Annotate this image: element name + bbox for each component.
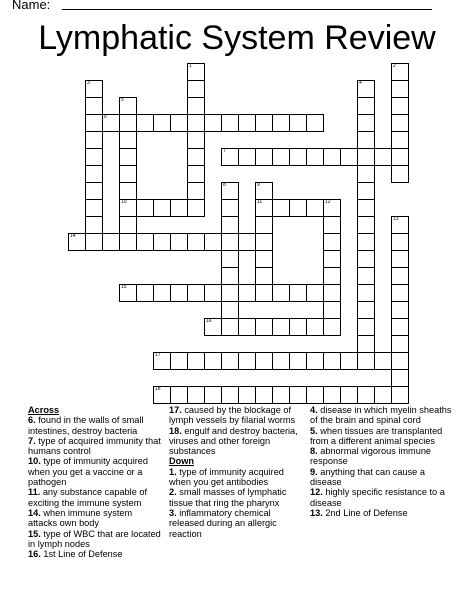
grid-cell[interactable] [119, 216, 137, 234]
grid-cell[interactable] [289, 148, 307, 166]
grid-cell[interactable] [391, 233, 409, 251]
down-heading: Down [169, 456, 195, 467]
grid-cell[interactable] [391, 352, 409, 370]
grid-cell[interactable] [255, 284, 273, 302]
clue-number: 2. [169, 487, 177, 498]
grid-cell[interactable] [170, 386, 188, 404]
clue-number: 12. [310, 487, 323, 498]
down-clue [310, 487, 455, 508]
grid-cell[interactable] [391, 148, 409, 166]
grid-cell[interactable] [238, 352, 256, 370]
grid-cell[interactable] [323, 199, 341, 217]
grid-cell[interactable] [255, 182, 273, 200]
grid-cell[interactable] [221, 267, 239, 285]
grid-cell[interactable] [272, 352, 290, 370]
grid-cell[interactable] [357, 386, 375, 404]
grid-cell[interactable] [153, 114, 171, 132]
clue-text: caused by the blockage of lymph vessels by filarial worms [169, 405, 296, 426]
grid-cell[interactable] [119, 199, 137, 217]
grid-cell[interactable] [187, 386, 205, 404]
clue-number: 8. [310, 446, 318, 457]
clue-number: 16. [28, 549, 41, 560]
down-clue [169, 467, 306, 488]
grid-cell[interactable] [119, 182, 137, 200]
clue-text: anything that can cause a disease [310, 466, 425, 488]
grid-cell[interactable] [187, 352, 205, 370]
grid-cell[interactable] [221, 114, 239, 132]
down-clue [169, 508, 306, 539]
grid-cell[interactable] [255, 199, 273, 217]
grid-cell[interactable] [357, 267, 375, 285]
grid-cell[interactable] [119, 165, 137, 183]
grid-cell[interactable] [221, 199, 239, 217]
grid-cell[interactable] [391, 386, 409, 404]
grid-cell[interactable] [289, 318, 307, 336]
grid-cell[interactable] [238, 284, 256, 302]
page-title: Lymphatic System Review [38, 19, 436, 57]
grid-cell[interactable] [357, 318, 375, 336]
across-clue [169, 426, 306, 457]
grid-cell[interactable] [306, 148, 324, 166]
grid-cell[interactable] [187, 97, 205, 115]
grid-cell[interactable] [238, 386, 256, 404]
grid-cell[interactable] [204, 386, 222, 404]
grid-cell[interactable] [221, 182, 239, 200]
grid-cell[interactable] [357, 131, 375, 149]
clue-number: 3. [169, 507, 177, 518]
grid-cell[interactable] [306, 199, 324, 217]
grid-cell[interactable] [221, 148, 239, 166]
grid-cell[interactable] [153, 386, 171, 404]
grid-cell[interactable] [170, 114, 188, 132]
grid-cell[interactable] [272, 386, 290, 404]
cell-number: 17 [155, 352, 161, 358]
grid-cell[interactable] [204, 233, 222, 251]
clue-text: abnormal vigorous immune response [310, 446, 432, 467]
across-clue [28, 529, 163, 550]
grid-cell[interactable] [357, 335, 375, 353]
grid-cell[interactable] [255, 318, 273, 336]
grid-cell[interactable] [221, 301, 239, 319]
clue-text: type of immunity acquired when you get a vaccine or a pathogen [28, 456, 149, 488]
grid-cell[interactable] [289, 199, 307, 217]
grid-cell[interactable] [357, 233, 375, 251]
grid-cell[interactable] [289, 284, 307, 302]
grid-cell[interactable] [323, 267, 341, 285]
cell-number: 9 [257, 182, 260, 188]
grid-cell[interactable] [153, 233, 171, 251]
clue-text: type of WBC that are located in lymph nodes [28, 528, 161, 549]
grid-cell[interactable] [357, 199, 375, 217]
clue-number: 18. [169, 425, 182, 436]
grid-cell[interactable] [85, 114, 103, 132]
cell-number: 18 [155, 386, 161, 392]
clue-text: disease in which myelin sheaths of the brain and spinal cord [310, 405, 452, 426]
grid-cell[interactable] [323, 301, 341, 319]
grid-cell[interactable] [391, 216, 409, 234]
grid-cell[interactable] [323, 233, 341, 251]
grid-cell[interactable] [85, 233, 103, 251]
grid-cell[interactable] [68, 233, 86, 251]
cell-number: 11 [257, 199, 263, 205]
grid-cell[interactable] [306, 386, 324, 404]
grid-cell[interactable] [221, 250, 239, 268]
clue-number: 13. [310, 507, 323, 518]
grid-cell[interactable] [357, 165, 375, 183]
clue-column-1 [28, 405, 163, 559]
clue-number: 10. [28, 456, 41, 467]
grid-cell[interactable] [119, 284, 137, 302]
clue-text: 1st Line of Defense [40, 549, 123, 560]
grid-cell[interactable] [289, 114, 307, 132]
grid-cell[interactable] [357, 250, 375, 268]
cell-number: 3 [87, 80, 90, 86]
grid-cell[interactable] [238, 233, 256, 251]
grid-cell[interactable] [255, 233, 273, 251]
grid-cell[interactable] [221, 284, 239, 302]
grid-cell[interactable] [221, 386, 239, 404]
cell-number: 4 [359, 80, 362, 86]
grid-cell[interactable] [391, 250, 409, 268]
clue-text: type of immunity acquired when you get antibodies [169, 466, 284, 488]
grid-cell[interactable] [323, 250, 341, 268]
grid-cell[interactable] [170, 233, 188, 251]
across-clue [28, 487, 163, 508]
grid-cell[interactable] [102, 233, 120, 251]
cell-number: 1 [189, 63, 192, 69]
grid-cell[interactable] [170, 199, 188, 217]
grid-cell[interactable] [357, 148, 375, 166]
grid-cell[interactable] [391, 97, 409, 115]
clue-number: 14. [28, 507, 41, 518]
grid-cell[interactable] [85, 131, 103, 149]
grid-cell[interactable] [238, 114, 256, 132]
cell-number: 10 [121, 199, 127, 205]
grid-cell[interactable] [306, 284, 324, 302]
grid-cell[interactable] [255, 250, 273, 268]
cell-number: 6 [104, 114, 107, 120]
grid-cell[interactable] [119, 131, 137, 149]
grid-cell[interactable] [187, 182, 205, 200]
grid-cell[interactable] [391, 267, 409, 285]
grid-cell[interactable] [85, 199, 103, 217]
grid-cell[interactable] [255, 148, 273, 166]
across-clue [28, 456, 163, 487]
across-clue [28, 415, 163, 436]
grid-cell[interactable] [272, 114, 290, 132]
grid-cell[interactable] [323, 318, 341, 336]
down-clue [310, 508, 455, 518]
grid-cell[interactable] [187, 233, 205, 251]
grid-cell[interactable] [374, 386, 392, 404]
grid-cell[interactable] [340, 148, 358, 166]
grid-cell[interactable] [306, 352, 324, 370]
grid-cell[interactable] [272, 284, 290, 302]
grid-cell[interactable] [170, 352, 188, 370]
grid-cell[interactable] [306, 318, 324, 336]
grid-cell[interactable] [85, 165, 103, 183]
grid-cell[interactable] [391, 301, 409, 319]
cell-number: 14 [70, 233, 76, 239]
across-clue-list-continued [169, 405, 306, 456]
grid-cell[interactable] [221, 352, 239, 370]
grid-cell[interactable] [136, 284, 154, 302]
grid-cell[interactable] [323, 284, 341, 302]
grid-cell[interactable] [391, 80, 409, 98]
grid-cell[interactable] [119, 233, 137, 251]
grid-cell[interactable] [221, 216, 239, 234]
grid-cell[interactable] [187, 131, 205, 149]
grid-cell[interactable] [374, 352, 392, 370]
name-label: Name: [12, 0, 51, 12]
grid-cell[interactable] [204, 352, 222, 370]
clue-number: 9. [310, 466, 318, 477]
clue-column-2 [169, 405, 306, 539]
clue-number: 1. [169, 466, 177, 477]
across-clue-list [28, 415, 163, 559]
grid-cell[interactable] [85, 216, 103, 234]
cell-number: 13 [393, 216, 399, 222]
down-clue [169, 487, 306, 508]
cell-number: 8 [223, 182, 226, 188]
grid-cell[interactable] [170, 284, 188, 302]
grid-cell[interactable] [340, 352, 358, 370]
grid-cell[interactable] [391, 165, 409, 183]
grid-cell[interactable] [391, 63, 409, 81]
clue-number: 4. [310, 405, 318, 415]
grid-cell[interactable] [391, 335, 409, 353]
grid-cell[interactable] [119, 97, 137, 115]
grid-cell[interactable] [204, 318, 222, 336]
clue-column-3 [310, 405, 455, 518]
grid-cell[interactable] [85, 80, 103, 98]
grid-cell[interactable] [323, 148, 341, 166]
grid-cell[interactable] [187, 199, 205, 217]
clue-text: small masses of lymphatic tissue that ring the pharynx [169, 487, 287, 508]
across-clue [28, 436, 163, 457]
grid-cell[interactable] [357, 301, 375, 319]
grid-cell[interactable] [187, 165, 205, 183]
grid-cell[interactable] [323, 216, 341, 234]
cell-number: 12 [325, 199, 331, 205]
down-clue-list [169, 467, 306, 539]
grid-cell[interactable] [187, 148, 205, 166]
grid-cell[interactable] [153, 284, 171, 302]
grid-cell[interactable] [187, 63, 205, 81]
grid-cell[interactable] [136, 114, 154, 132]
grid-cell[interactable] [136, 199, 154, 217]
clue-text: engulf and destroy bacteria, viruses and other foreign substances [169, 425, 298, 457]
grid-cell[interactable] [391, 369, 409, 387]
grid-cell[interactable] [374, 148, 392, 166]
clue-text: any substance capable of exciting the immune system [28, 487, 148, 508]
grid-cell[interactable] [272, 318, 290, 336]
grid-cell[interactable] [357, 114, 375, 132]
grid-cell[interactable] [357, 97, 375, 115]
grid-cell[interactable] [221, 233, 239, 251]
across-clue [28, 549, 163, 559]
grid-cell[interactable] [272, 148, 290, 166]
clue-text: found in the walls of small intestines, destroy bacteria [28, 415, 144, 436]
grid-cell[interactable] [255, 114, 273, 132]
grid-cell[interactable] [187, 114, 205, 132]
down-clue [310, 405, 455, 426]
down-clue [310, 467, 455, 488]
clue-number: 17. [169, 405, 182, 415]
grid-cell[interactable] [221, 318, 239, 336]
grid-cell[interactable] [85, 182, 103, 200]
grid-cell[interactable] [357, 352, 375, 370]
cell-number: 5 [121, 97, 124, 103]
down-clue-list-continued [310, 405, 455, 518]
down-clue [310, 426, 455, 447]
grid-cell[interactable] [357, 216, 375, 234]
clue-text: type of acquired immunity that humans control [28, 435, 161, 457]
grid-cell[interactable] [255, 352, 273, 370]
clue-text: inflammatory chemical released during an allergic reaction [169, 507, 277, 539]
grid-cell[interactable] [102, 114, 120, 132]
grid-cell[interactable] [340, 386, 358, 404]
cell-number: 16 [206, 318, 212, 324]
clue-text: when tissues are transplanted from a different animal species [310, 425, 443, 446]
grid-cell[interactable] [153, 352, 171, 370]
grid-cell[interactable] [357, 284, 375, 302]
down-clue [310, 446, 455, 467]
grid-cell[interactable] [357, 182, 375, 200]
grid-cell[interactable] [391, 114, 409, 132]
grid-cell[interactable] [85, 148, 103, 166]
grid-cell[interactable] [255, 216, 273, 234]
cell-number: 15 [121, 284, 127, 290]
clue-text: highly specific resistance to a disease [310, 487, 445, 508]
grid-cell[interactable] [187, 284, 205, 302]
grid-cell[interactable] [119, 114, 137, 132]
across-heading: Across [28, 405, 60, 415]
grid-cell[interactable] [204, 114, 222, 132]
grid-cell[interactable] [323, 386, 341, 404]
grid-cell[interactable] [357, 80, 375, 98]
clue-number: 11. [28, 487, 41, 498]
grid-cell[interactable] [187, 80, 205, 98]
cell-number: 2 [393, 63, 396, 69]
grid-cell[interactable] [238, 318, 256, 336]
grid-cell[interactable] [85, 97, 103, 115]
grid-cell[interactable] [119, 148, 137, 166]
grid-cell[interactable] [391, 284, 409, 302]
grid-cell[interactable] [204, 284, 222, 302]
grid-cell[interactable] [391, 318, 409, 336]
clue-number: 5. [310, 425, 318, 436]
across-clue [169, 405, 306, 426]
grid-cell[interactable] [272, 199, 290, 217]
clue-number: 6. [28, 415, 36, 426]
cell-number: 7 [223, 148, 226, 154]
clue-text: when immune system attacks own body [28, 507, 133, 529]
grid-cell[interactable] [289, 386, 307, 404]
grid-cell[interactable] [255, 267, 273, 285]
grid-cell[interactable] [153, 199, 171, 217]
grid-cell[interactable] [306, 114, 324, 132]
grid-cell[interactable] [289, 352, 307, 370]
grid-cell[interactable] [255, 386, 273, 404]
clue-number: 15. [28, 528, 41, 539]
clue-number: 7. [28, 435, 36, 446]
clue-text: 2nd Line of Defense [322, 507, 408, 518]
grid-cell[interactable] [136, 233, 154, 251]
grid-cell[interactable] [323, 352, 341, 370]
grid-cell[interactable] [238, 148, 256, 166]
across-clue [28, 508, 163, 529]
grid-cell[interactable] [391, 131, 409, 149]
